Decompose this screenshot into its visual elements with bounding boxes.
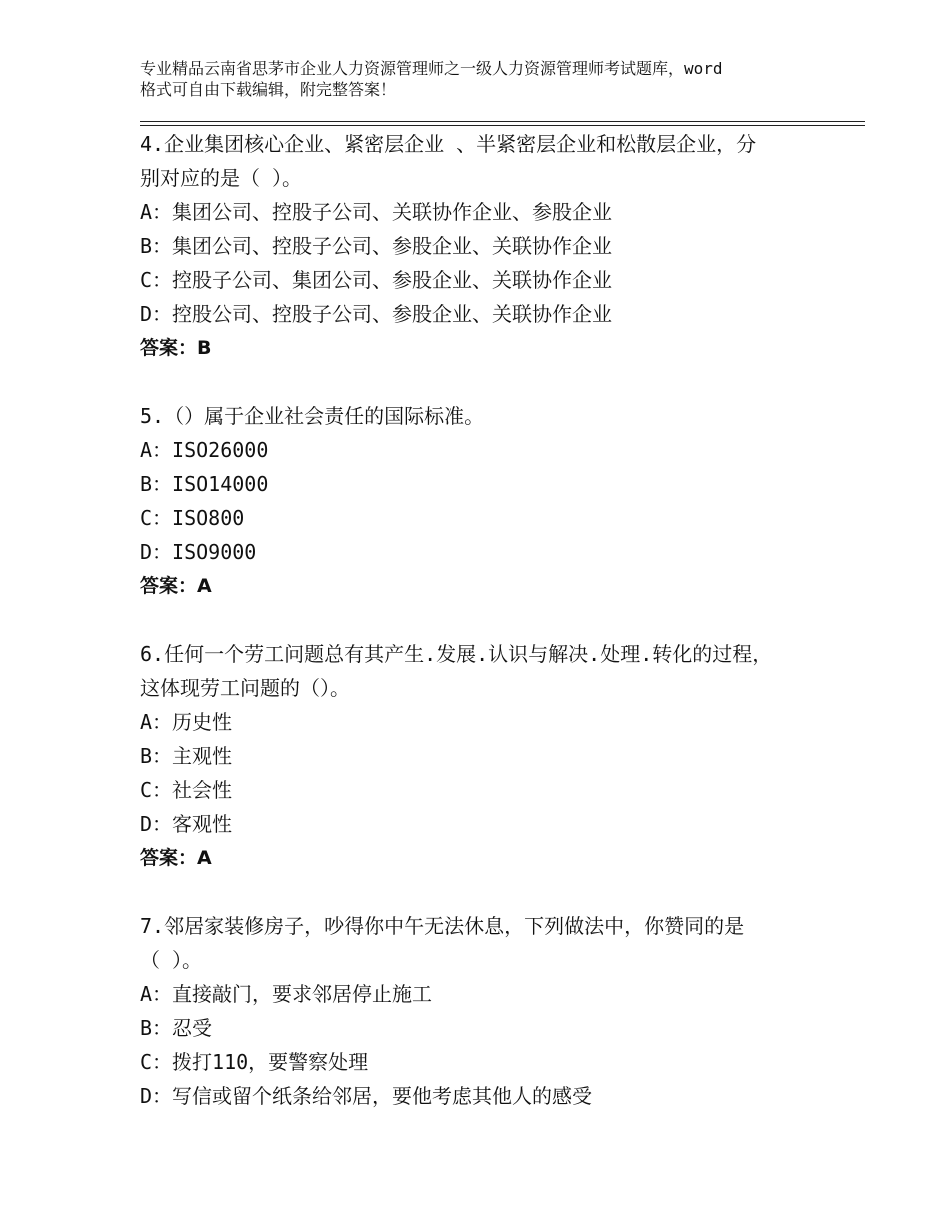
spacer	[140, 603, 830, 637]
question-text-cont: 别对应的是（ ）。	[140, 166, 303, 190]
question-text-cont: （ ）。	[140, 948, 203, 972]
option-d: D：控股公司、控股子公司、参股企业、关联协作企业	[140, 302, 613, 326]
question-text-cont: 这体现劳工问题的（）。	[140, 676, 350, 700]
question-text: 6.任何一个劳工问题总有其产生.发展.认识与解决.处理.转化的过程，	[140, 642, 773, 666]
header-line-2: 格式可自由下载编辑，附完整答案！	[140, 80, 397, 99]
option-c: C：ISO800	[140, 506, 245, 530]
option-a: A：ISO26000	[140, 438, 269, 462]
option-c: C：控股子公司、集团公司、参股企业、关联协作企业	[140, 268, 613, 292]
question-text: 7.邻居家装修房子，吵得你中午无法休息，下列做法中，你赞同的是	[140, 914, 745, 938]
option-a: A：历史性	[140, 710, 233, 734]
option-a: A：集团公司、控股子公司、关联协作企业、参股企业	[140, 200, 613, 224]
option-c: C：拨打110，要警察处理	[140, 1050, 369, 1074]
spacer	[140, 875, 830, 909]
question-text: 4.企业集团核心企业、紧密层企业 、半紧密层企业和松散层企业，分	[140, 132, 757, 156]
question-7	[140, 909, 830, 1113]
header-divider-bottom	[140, 125, 865, 126]
option-d: D：ISO9000	[140, 540, 257, 564]
answer: 答案：A	[140, 575, 212, 597]
answer: 答案：B	[140, 337, 212, 359]
option-b: B：集团公司、控股子公司、参股企业、关联协作企业	[140, 234, 613, 258]
option-d: D：写信或留个纸条给邻居，要他考虑其他人的感受	[140, 1084, 593, 1108]
header-line-1: 专业精品云南省思茅市企业人力资源管理师之一级人力资源管理师考试题库，word	[140, 59, 723, 78]
question-5	[140, 399, 830, 603]
question-text: 5.（）属于企业社会责任的国际标准。	[140, 404, 485, 428]
option-b: B：ISO14000	[140, 472, 269, 496]
answer: 答案：A	[140, 847, 212, 869]
spacer	[140, 365, 830, 399]
document-header	[140, 58, 830, 100]
header-divider-top	[140, 121, 865, 122]
option-c: C：社会性	[140, 778, 233, 802]
option-b: B：忍受	[140, 1016, 213, 1040]
option-d: D：客观性	[140, 812, 233, 836]
option-a: A：直接敲门，要求邻居停止施工	[140, 982, 433, 1006]
question-6	[140, 637, 830, 875]
question-4	[140, 127, 830, 365]
question-list	[140, 127, 830, 1113]
option-b: B：主观性	[140, 744, 233, 768]
